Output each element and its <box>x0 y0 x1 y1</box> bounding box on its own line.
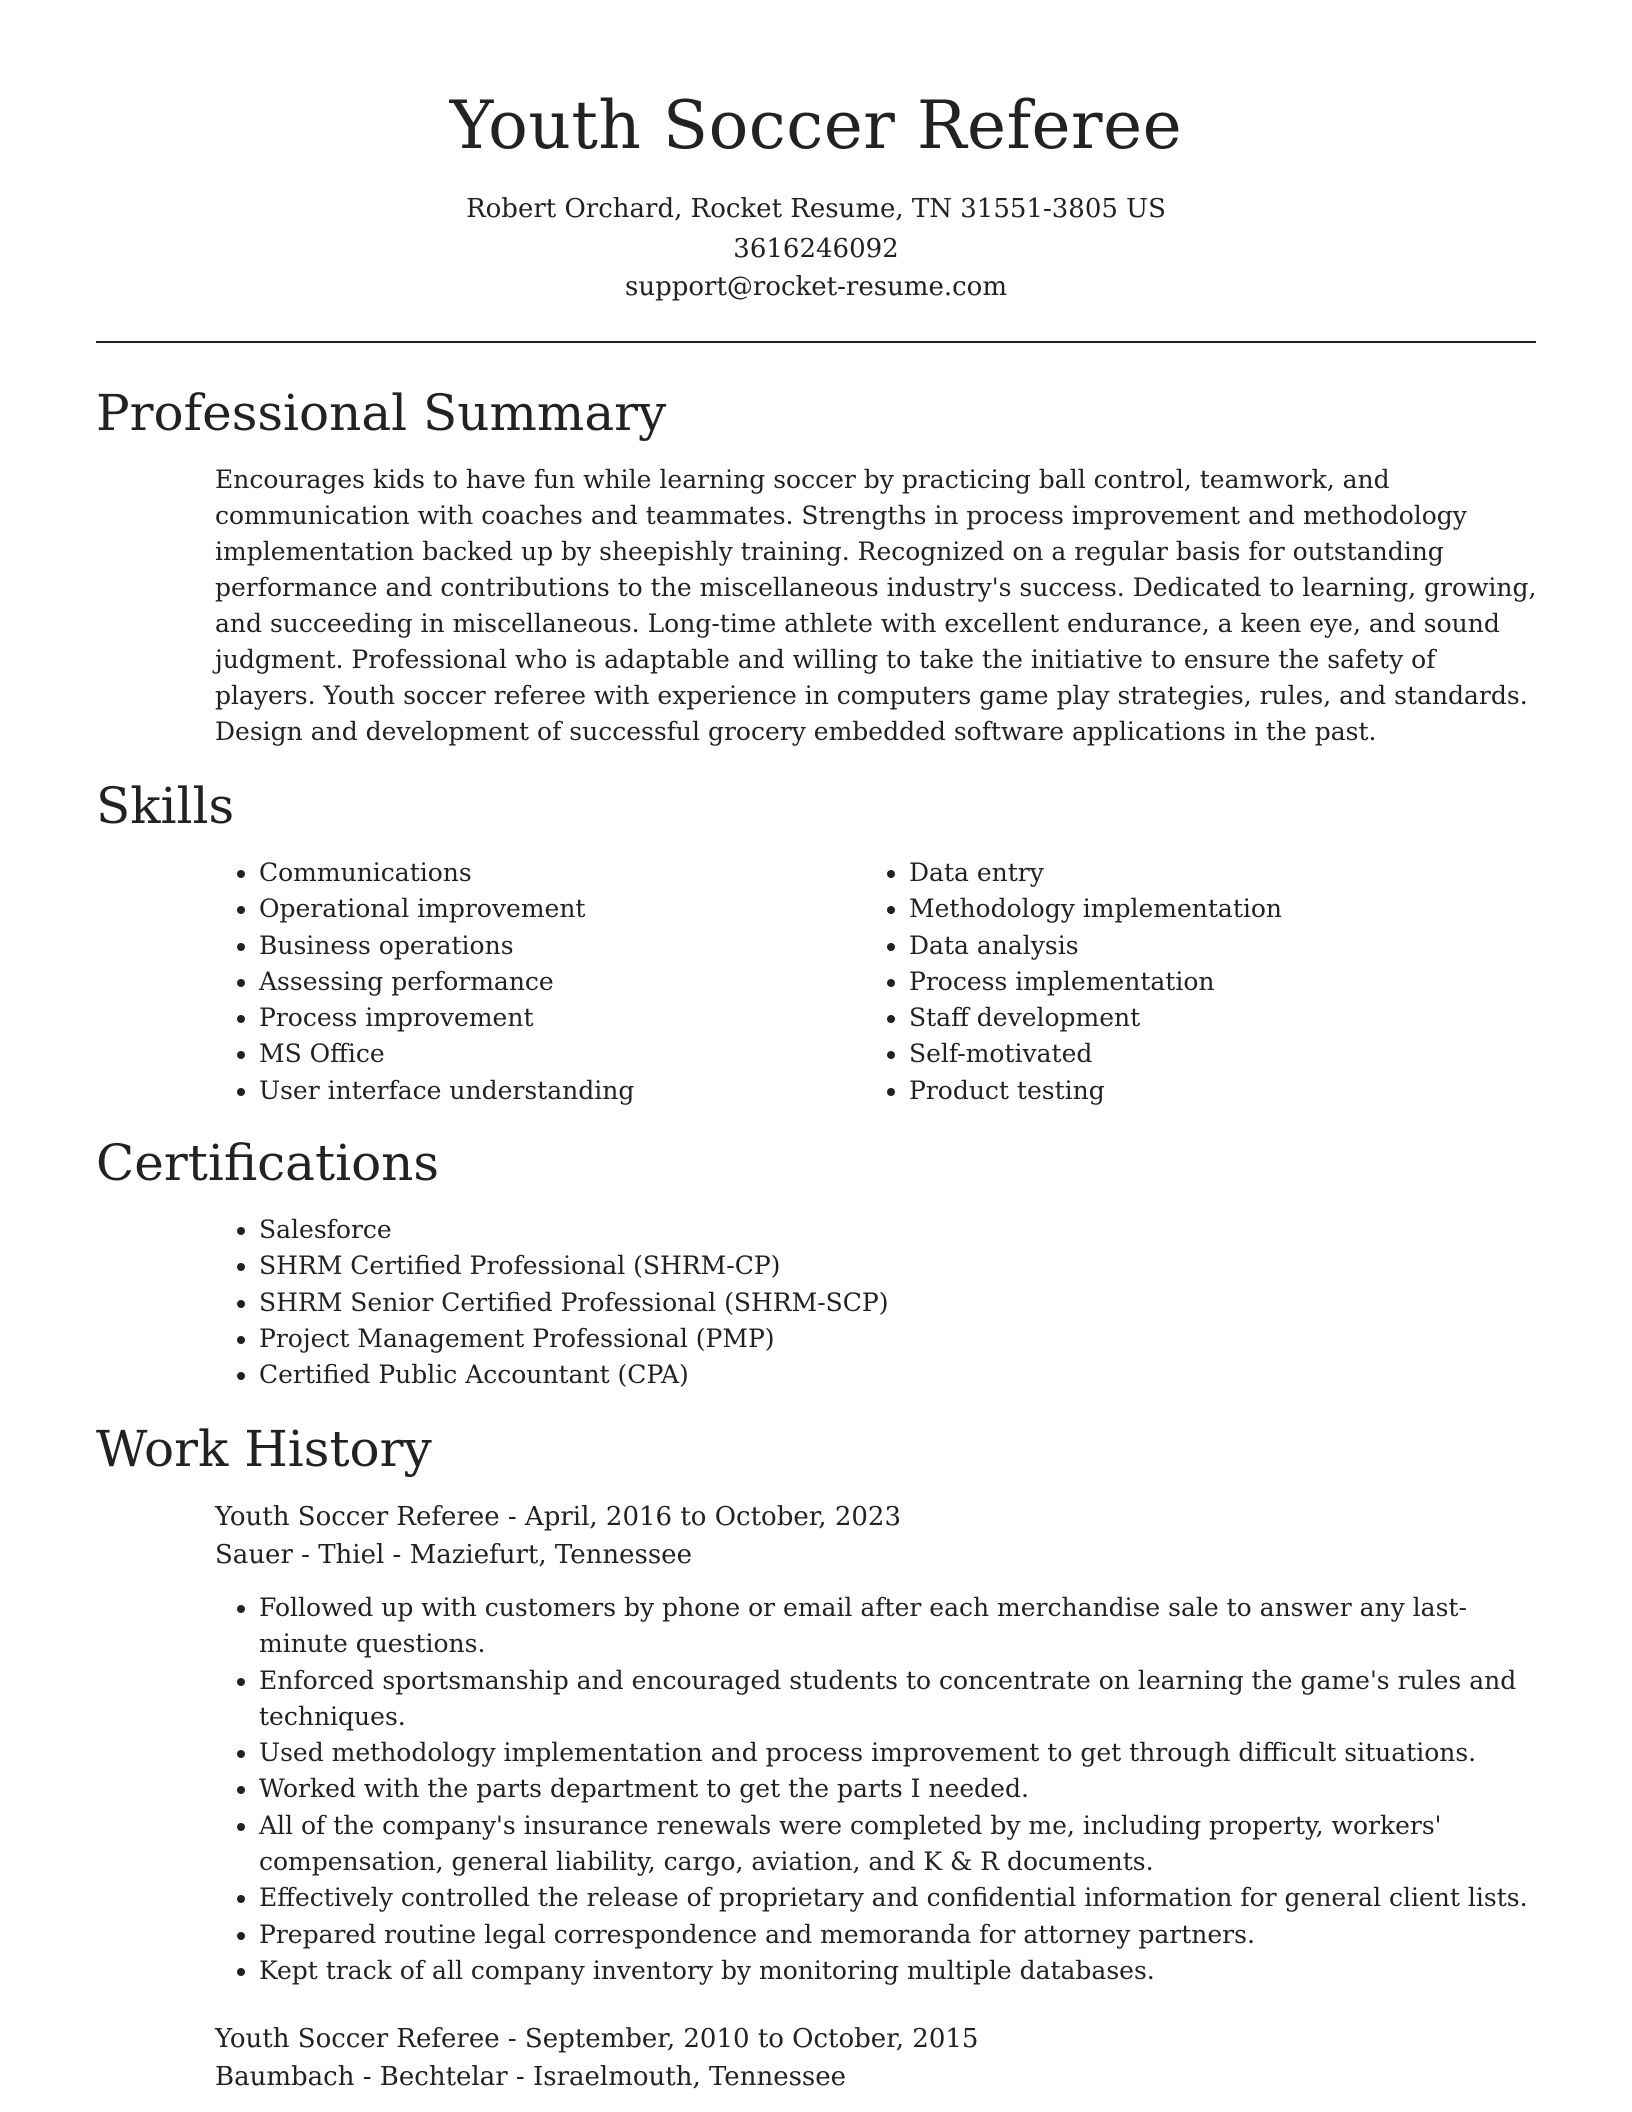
skill-item: • Operational improvement <box>259 891 819 927</box>
skill-item: • Process implementation <box>909 964 1509 1000</box>
certifications-heading: Certifications <box>96 1134 440 1192</box>
skill-item: • Business operations <box>259 928 819 964</box>
skill-item: • MS Office <box>259 1036 819 1072</box>
contact-phone: 3616246092 <box>733 234 899 264</box>
job-bullet: • Effectively controlled the release of proprietary and confidential information for general client lists. <box>259 1880 1549 1916</box>
skill-item: • Product testing <box>909 1073 1509 1109</box>
candidate-name: Youth Soccer Referee <box>449 87 1183 164</box>
job-bullet: • Kept track of all company inventory by monitoring multiple databases. <box>259 1953 1549 1989</box>
skills-list-right <box>865 855 1509 1109</box>
summary-heading: Professional Summary <box>96 384 667 442</box>
job-bullet: • All of the company's insurance renewals were completed by me, including property, workers' compensation, general liability, cargo, aviation, and K & R documents. <box>259 1808 1549 1881</box>
skill-item: • Methodology implementation <box>909 891 1509 927</box>
work-history-heading: Work History <box>96 1420 432 1478</box>
certification-item: • SHRM Senior Certified Professional (SHRM-SCP) <box>259 1285 1559 1321</box>
skill-item: • Communications <box>259 855 819 891</box>
certification-item: • Certified Public Accountant (CPA) <box>259 1357 1559 1393</box>
job-bullet: • Followed up with customers by phone or email after each merchandise sale to answer any last-minute questions. <box>259 1590 1549 1663</box>
certification-item: • Project Management Professional (PMP) <box>259 1321 1559 1357</box>
skill-item: • Data analysis <box>909 928 1509 964</box>
certification-item: • Salesforce <box>259 1212 1559 1248</box>
certifications-list <box>215 1212 1559 1393</box>
job-title-dates: Youth Soccer Referee - April, 2016 to October, 2023 <box>215 1502 902 1532</box>
skill-item: • Data entry <box>909 855 1509 891</box>
skill-item: • Self-motivated <box>909 1036 1509 1072</box>
job-bullets <box>215 1590 1549 1989</box>
job-bullet: • Worked with the parts department to get the parts I needed. <box>259 1771 1549 1807</box>
skill-item: • User interface understanding <box>259 1073 819 1109</box>
job-company: Sauer - Thiel - Maziefurt, Tennessee <box>215 1540 692 1570</box>
skills-heading: Skills <box>96 777 235 835</box>
job-title-dates: Youth Soccer Referee - September, 2010 to October, 2015 <box>215 2024 979 2054</box>
header-divider <box>96 341 1536 343</box>
summary-text: Encourages kids to have fun while learning soccer by practicing ball control, teamwork, and communication with coaches and teammates. Strengths in process improvement and methodology implementation backed up by sheepishly training. Recognized on a regular basis for outstanding performance and contributions to the miscellaneous industry's success. Dedicated to learning, growing, and succeeding in miscellaneous. Long-time athlete with excellent endurance, a keen eye, and sound judgment. Professional who is adaptable and willing to take the initiative to ensure the safety of players. Youth soccer referee with experience in computers game play strategies, rules, and standards. Design and development of successful grocery embedded software applications in the past. <box>215 465 1537 746</box>
contact-address: Robert Orchard, Rocket Resume, TN 31551-3805 US <box>466 194 1166 224</box>
contact-email: support@rocket-resume.com <box>624 272 1007 302</box>
job-company: Baumbach - Bechtelar - Israelmouth, Tennessee <box>215 2062 847 2092</box>
job-bullet: • Enforced sportsmanship and encouraged students to concentrate on learning the game's rules and techniques. <box>259 1663 1549 1736</box>
skills-list-left <box>215 855 819 1109</box>
skill-item: • Process improvement <box>259 1000 819 1036</box>
job-bullet: • Used methodology implementation and process improvement to get through difficult situations. <box>259 1735 1549 1771</box>
job-bullet: • Prepared routine legal correspondence and memoranda for attorney partners. <box>259 1917 1549 1953</box>
certification-item: • SHRM Certified Professional (SHRM-CP) <box>259 1248 1559 1284</box>
skill-item: • Assessing performance <box>259 964 819 1000</box>
skill-item: • Staff development <box>909 1000 1509 1036</box>
